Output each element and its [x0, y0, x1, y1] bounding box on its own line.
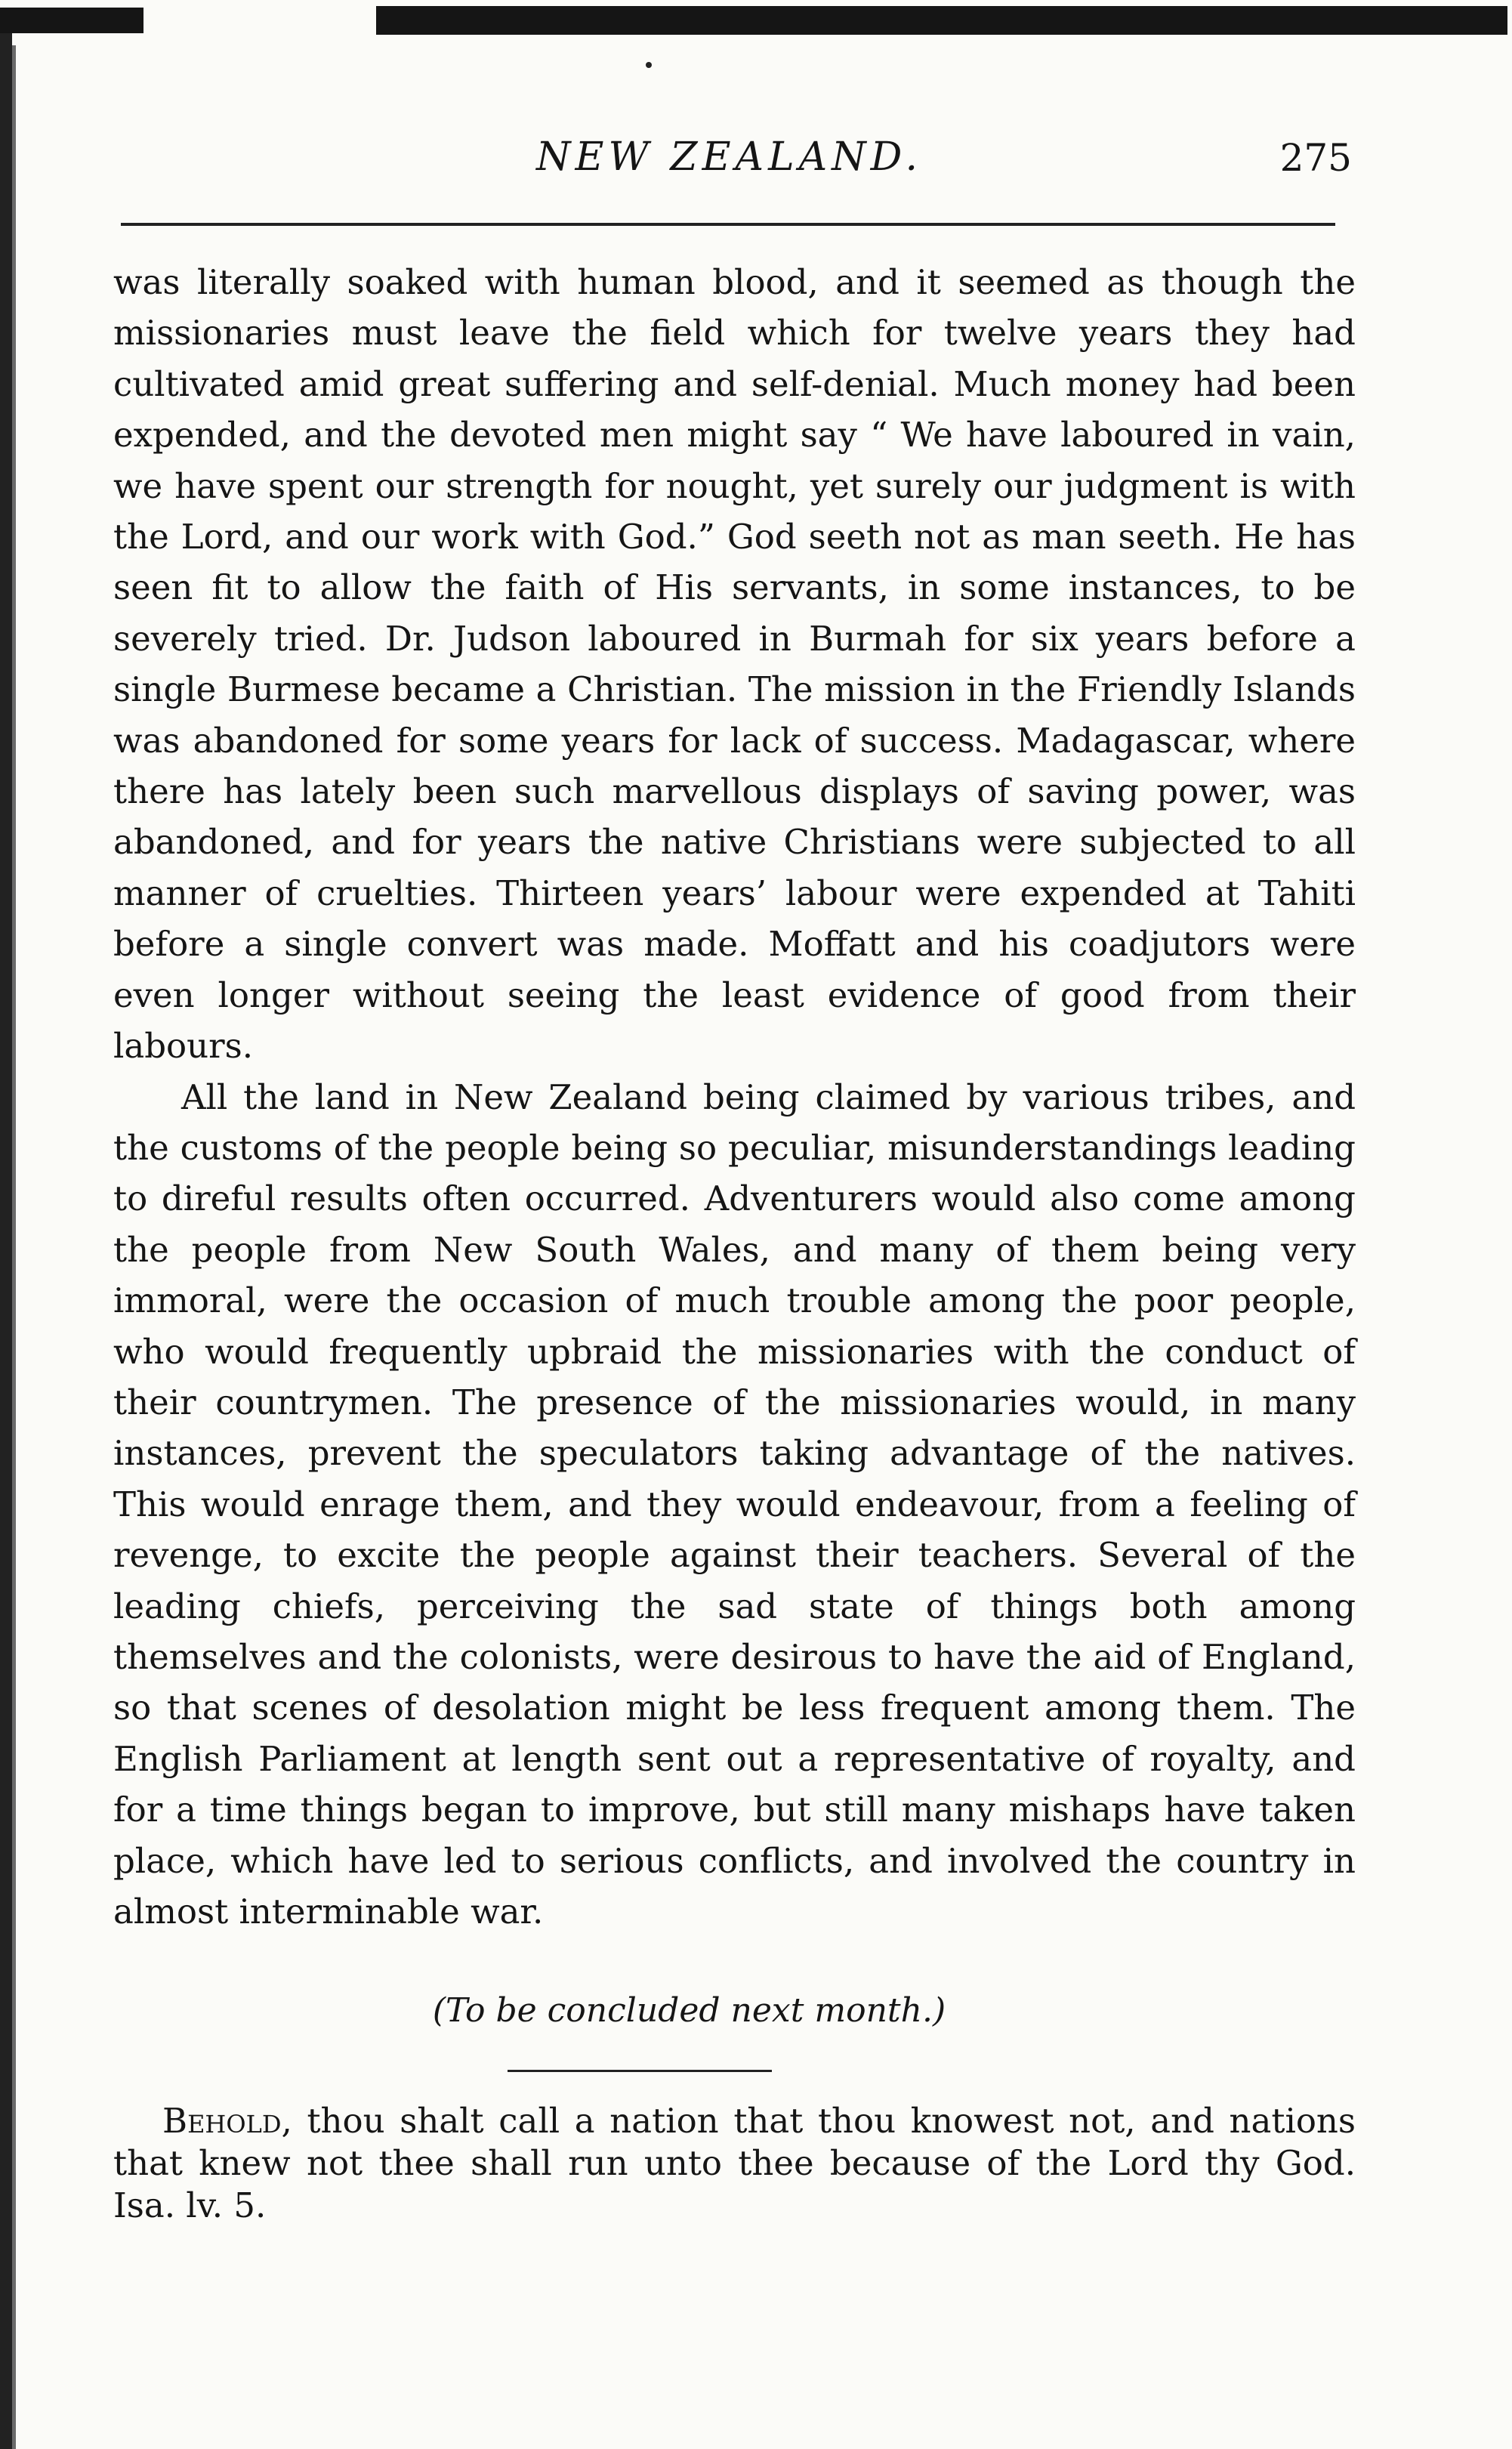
header-rule: [121, 223, 1335, 226]
body-text: [113, 257, 1356, 1937]
scan-artifact-dot: [646, 62, 652, 68]
verse-text: thou shalt call a nation that thou knowest not, and nations that knew not thee shall run unto thee because of the Lord thy God. Isa. lv. 5.: [113, 2101, 1356, 2225]
paragraph-2: All the land in New Zealand being claimed by various tribes, and the customs of the people being so peculiar, misunderstandings leading to direful results often occurred. Adventurers would also come among the people from New South Wales, and many of them being very immoral, were the occasion of much trouble among the poor people, who would frequently upbraid the missionaries with the conduct of their countrymen. The presence of the missionaries would, in many instances, prevent the speculators taking advantage of the natives. This would enrage them, and they would endeavour, from a feeling of revenge, to excite the people against their teachers. Several of the leading chiefs, perceiving the sad state of things both among themselves and the colonists, were desirous to have the aid of England, so that scenes of desolation might be less frequent among them. The English Parliament at length sent out a representative of royalty, and for a time things began to improve, but still many mishaps have taken place, which have led to serious conflicts, and involved the country in almost interminable war.: [113, 1076, 1356, 1932]
continuation-note: (To be concluded next month.): [432, 1991, 946, 2030]
section-divider: [508, 2070, 772, 2072]
paragraph-1: was literally soaked with human blood, and it seemed as though the missionaries must leave the field which for twelve years they had cultivated amid great suffering and self-denial. Much money had been expended, and the devoted men might say “ We have laboured in vain, we have spent our strength for nought, yet surely our judgment is with the Lord, and our work with God.” God seeth not as man seeth. He has seen fit to allow the faith of His servants, in some instances, to be severely tried. Dr. Judson laboured in Burmah for six years before a single Burmese became a Christian. The mission in the Friendly Islands was abandoned for some years for lack of success. Madagascar, where there has lately been such marvellous displays of saving power, was abandoned, and for years the native Christians were subjected to all manner of cruelties. Thirteen years’ labour were expended at Tahiti before a single convert was made. Moffatt and his coadjutors were even longer without seeing the least evidence of good from their labours.: [113, 262, 1356, 1067]
scripture-verse: [113, 2100, 1356, 2227]
page-number: 275: [1279, 136, 1352, 180]
running-header: [113, 134, 1352, 202]
scan-artifact-top-bar: [376, 6, 1507, 35]
running-title: NEW ZEALAND.: [536, 134, 923, 180]
scan-artifact-left-shadow: [12, 45, 16, 2449]
scan-artifact-left-edge: [0, 33, 12, 2449]
scan-artifact-top-left: [0, 8, 143, 33]
verse-lead-word: Behold,: [162, 2101, 292, 2141]
